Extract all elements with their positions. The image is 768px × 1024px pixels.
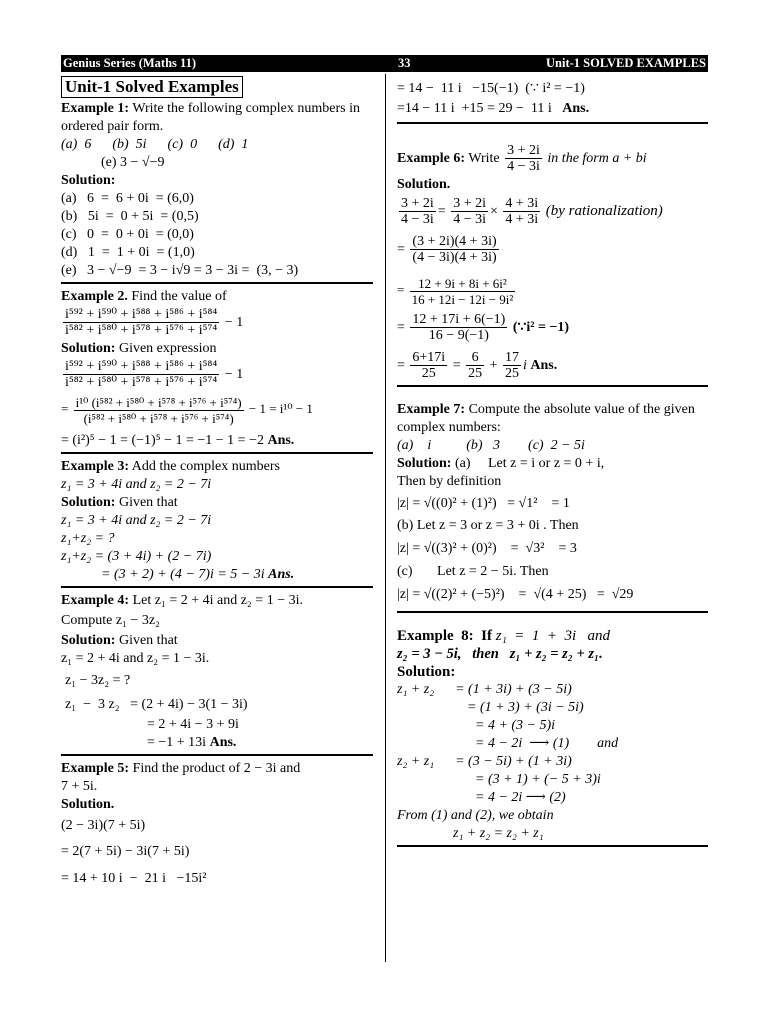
example-2-step-fraction: $\frac{\text{i¹⁰ (i⁵⁸² + i⁵⁸⁰ + i⁵⁷⁸ + i⁵⁷⁶ + i⁵⁷⁴)}}{\text{(i⁵⁸² + i⁵⁸⁰ + i⁵⁷⁸ + i⁵⁷⁶ + i⁵⁷⁴)}}$ (75, 394, 242, 426)
example-2-eq: = (61, 401, 69, 416)
example-8-line-6: = (3 + 1) + (− 5 + 3)i (475, 772, 601, 787)
example-5-line-1: (2 − 3i)(7 + 5i) (61, 818, 146, 833)
example-3-sol-text: Given that (118, 495, 178, 510)
example-7-line-5: |z| = √((2)² + (−5)²) = √(4 + 25) = √29 (397, 587, 634, 602)
section-rule (61, 586, 373, 588)
example-6-r4-note: (∵i² = −1) (512, 320, 570, 335)
example-6-fraction: $\frac{3 + 2i}{4 - 3i}$ (507, 143, 540, 175)
example-4-sol-text: Given that (118, 633, 178, 648)
example-1-line-a: (a) 6 = 6 + 0i = (6,0) (61, 191, 194, 206)
example-4-compute: Compute z₁ − 3z₂ (61, 613, 160, 628)
section-rule (397, 845, 708, 847)
page-header (61, 55, 708, 72)
example-5-line-3: = 14 + 10 i − 21 i −15i² (61, 871, 207, 886)
example-3-line-1: z₁ = 3 + 4i and z₂ = 2 − 7i (61, 513, 212, 528)
example-6-r1-m2: $\frac{4 + 3i}{4 + 3i}$ (505, 196, 539, 228)
right-column (397, 80, 708, 851)
example-6-title: Example 6: (397, 151, 466, 166)
example-3-last: = (3 + 2) + (4 − 7)i = 5 − 3i (101, 567, 265, 582)
example-4-given: z₁ = 2 + 4i and z₂ = 1 − 3i. (61, 651, 210, 666)
header-chapter: Unit-1 SOLVED EXAMPLES (546, 56, 706, 70)
example-7-line-4: (c) Let z = 2 − 5i. Then (397, 564, 549, 579)
example-7-line-2: (b) Let z = 3 or z = 3 + 0i . Then (397, 518, 579, 533)
example-1-line-d: (d) 1 = 1 + 0i = (1,0) (61, 245, 195, 260)
example-4 (61, 592, 373, 752)
example-8-line-3: = 4 + (3 − 5)i (475, 718, 556, 733)
example-3-line-2: z₁+z₂ = ? (61, 531, 115, 546)
unit-title: Unit-1 Solved Examples (61, 76, 243, 98)
section-rule (61, 452, 373, 454)
example-7-def: Then by definition (397, 474, 502, 489)
example-8-solution-label: Solution: (397, 664, 456, 680)
example-1-line-e: (e) 3 − √−9 = 3 − i√9 = 3 − 3i = (3, − 3) (61, 263, 299, 278)
example-1-line-b: (b) 5i = 0 + 5i = (0,5) (61, 209, 199, 224)
column-divider (385, 74, 386, 962)
example-8-line-7: = 4 − 2i ⟶ (2) (475, 790, 566, 805)
example-7-line-1: |z| = √((0)² + (1)²) = √1² = 1 (397, 496, 570, 511)
example-1 (61, 100, 373, 280)
example-8-text: z₁ = 1 + 3i and (495, 628, 610, 644)
section-rule (397, 122, 708, 124)
example-5-text-2: 7 + 5i. (61, 779, 98, 794)
example-5-solution-label: Solution. (61, 797, 115, 812)
example-7-line-3: |z| = √((3)² + (0)²) = √3² = 3 (397, 541, 577, 556)
example-6-r5-a: $\frac{6}{25}$ (468, 350, 483, 382)
example-3-title: Example 3: (61, 459, 130, 474)
example-6-r1-m1: $\frac{3 + 2i}{4 - 3i}$ (453, 196, 486, 228)
example-2-step-tail: − 1 = i¹⁰ − 1 (248, 401, 313, 416)
example-4-text: Let z₁ = 2 + 4i and z₂ = 1 − 3i. (132, 593, 303, 608)
example-5-line-2: = 2(7 + 5i) − 3i(7 + 5i) (61, 844, 190, 859)
example-2-ans: Ans. (267, 433, 295, 448)
example-2-minus-one: − 1 (224, 315, 244, 330)
example-4-line-2: = 2 + 4i − 3 + 9i (147, 717, 239, 732)
example-6-ans: Ans. (530, 358, 558, 373)
example-1-option-e: (e) 3 − √−9 (101, 155, 165, 170)
ex5-continued-1: = 14 − 11 i −15(−1) (∵ i² = −1) (397, 81, 585, 96)
example-3 (61, 458, 373, 584)
example-6-solution-label: Solution. (397, 177, 451, 192)
example-6-r4: $\frac{12 + 17i + 6(-1)}{16 - 9(-1)}$ (412, 312, 506, 344)
ex5-ans: Ans. (562, 101, 590, 116)
example-7-sol-a: (a) Let z = i or z = 0 + i, (454, 456, 605, 471)
example-6-write: Write (468, 151, 500, 166)
example-1-line-c: (c) 0 = 0 + 0i = (0,0) (61, 227, 194, 242)
example-7-solution-label: Solution: (397, 456, 452, 471)
example-2-title: Example 2. (61, 289, 128, 304)
example-4-solution-label: Solution: (61, 633, 116, 648)
example-3-text: Add the complex numbers (131, 459, 280, 474)
page-number: 33 (398, 56, 411, 70)
example-6-note: (by rationalization) (545, 203, 663, 219)
example-8-line-2: = (1 + 3) + (3i − 5i) (467, 700, 584, 715)
example-4-title: Example 4: (61, 593, 130, 608)
section-rule (61, 754, 373, 756)
example-7-title: Example 7: (397, 402, 466, 417)
section-rule (397, 611, 708, 613)
example-6-r5: $\frac{6+17i}{25}$ (412, 350, 446, 382)
example-8-line-9: z₁ + z₂ = z₂ + z₁ (453, 826, 544, 841)
example-6-tail: in the form a + bi (547, 151, 647, 166)
ex5-continued-2: =14 − 11 i +15 = 29 − 11 i (397, 101, 552, 116)
example-5-title: Example 5: (61, 761, 130, 776)
example-1-solution-label: Solution: (61, 173, 116, 188)
header-series: Genius Series (Maths 11) (63, 56, 196, 70)
example-1-text: Write the following complex numbers in ordered pair form. (61, 101, 360, 134)
example-5 (61, 760, 373, 892)
example-3-given: z₁ = 3 + 4i and z₂ = 2 − 7i (61, 477, 212, 492)
section-rule (397, 385, 708, 387)
example-7 (397, 401, 708, 609)
example-2 (61, 288, 373, 450)
example-4-ans: Ans. (209, 735, 237, 750)
example-3-line-3: z₁+z₂ = (3 + 4i) + (2 − 7i) (61, 549, 212, 564)
example-8-line-5: z₂ + z₁ = (3 − 5i) + (1 + 3i) (397, 754, 572, 769)
example-6-r2: $\frac{(3 + 2i)(4 + 3i)}{(4 - 3i)(4 + 3i)}$ (412, 234, 497, 266)
example-6-r5-b: $\frac{17}{25}$ (505, 350, 520, 382)
example-1-title: Example 1: (61, 101, 130, 116)
example-8 (397, 627, 708, 843)
example-7-text: Compute the absolute value of the given complex numbers: (397, 402, 695, 435)
example-3-solution-label: Solution: (61, 495, 116, 510)
example-2-final: = (i²)⁵ − 1 = (−1)⁵ − 1 = −1 − 1 = −2 (61, 433, 264, 448)
example-2-sol-text: Given expression (118, 341, 217, 356)
example-6-r3: $\frac{\text{12 + 9i + 8i + 6i²}}{\text{16 + 12i − 12i − 9i²}}$ (411, 275, 514, 307)
example-6-r1-frac: $\frac{3 + 2i}{4 - 3i}$ (401, 196, 434, 228)
example-6: Example 6: Write $\frac{3 + 2i}{4 - 3i}$ in the form a + bi Solution. $\frac{3 + 2i}{4 - 3i}$ = $\frac{3 + 2i}{4 - 3i}$ × $\frac{4 + 3i}{4 + 3i}$ (by rationalization) = $\frac{(3 + 2i)(4 + 3i)}{(4 - 3i)(4 + 3i)}$ = $\frac{\text{12 + 9i + 8i + 6i²}}{\text{16 + 12i − 12i − 9i²}}$ = $\frac{12 + 17i + 6(-1)}{16 - 9(-1)}$ (∵i² = −1) = $\frac{6+17i}{25}$ = $\frac{6}{25}$ + $\frac{17}{25}$ i Ans. (397, 142, 708, 383)
example-2-given-minus: − 1 (224, 367, 244, 382)
example-4-line-1: z₁ − 3 z₂ = (2 + 4i) − 3(1 − 3i) (65, 697, 248, 712)
example-7-options: (a) i (b) 3 (c) 2 − 5i (397, 438, 585, 453)
example-8-line-1: z₁ + z₂ = (1 + 3i) + (3 − 5i) (397, 682, 572, 697)
example-2-solution-label: Solution: (61, 341, 116, 356)
example-8-text-2: z₂ = 3 − 5i, then z₁ + z₂ = z₂ + z₁. (397, 646, 603, 662)
example-8-line-4: = 4 − 2i ⟶ (1) and (475, 736, 619, 751)
example-2-text: Find the value of (131, 289, 227, 304)
example-2-given-fraction: $\frac{\text{i⁵⁹² + i⁵⁹⁰ + i⁵⁸⁸ + i⁵⁸⁶ + i⁵⁸⁴}}{\text{i⁵⁸² + i⁵⁸⁰ + i⁵⁷⁸ + i⁵⁷⁶ + i⁵⁷⁴}}$ (65, 359, 218, 391)
example-4-line-3: = −1 + 13i (147, 735, 207, 750)
example-8-line-8: From (1) and (2), we obtain (397, 808, 554, 823)
example-2-fraction: $\frac{\text{i⁵⁹² + i⁵⁹⁰ + i⁵⁸⁸ + i⁵⁸⁶ + i⁵⁸⁴}}{\text{i⁵⁸² + i⁵⁸⁰ + i⁵⁷⁸ + i⁵⁷⁶ + i⁵⁷⁴}}$ (65, 307, 218, 339)
example-5-text: Find the product of 2 − 3i and (132, 761, 301, 776)
left-column (61, 76, 373, 892)
example-3-ans: Ans. (268, 567, 295, 582)
example-4-question: z₁ − 3z₂ = ? (65, 673, 131, 688)
example-8-title: Example 8: If (397, 628, 492, 644)
section-rule (61, 282, 373, 284)
example-1-options: (a) 6 (b) 5i (c) 0 (d) 1 (61, 137, 249, 152)
